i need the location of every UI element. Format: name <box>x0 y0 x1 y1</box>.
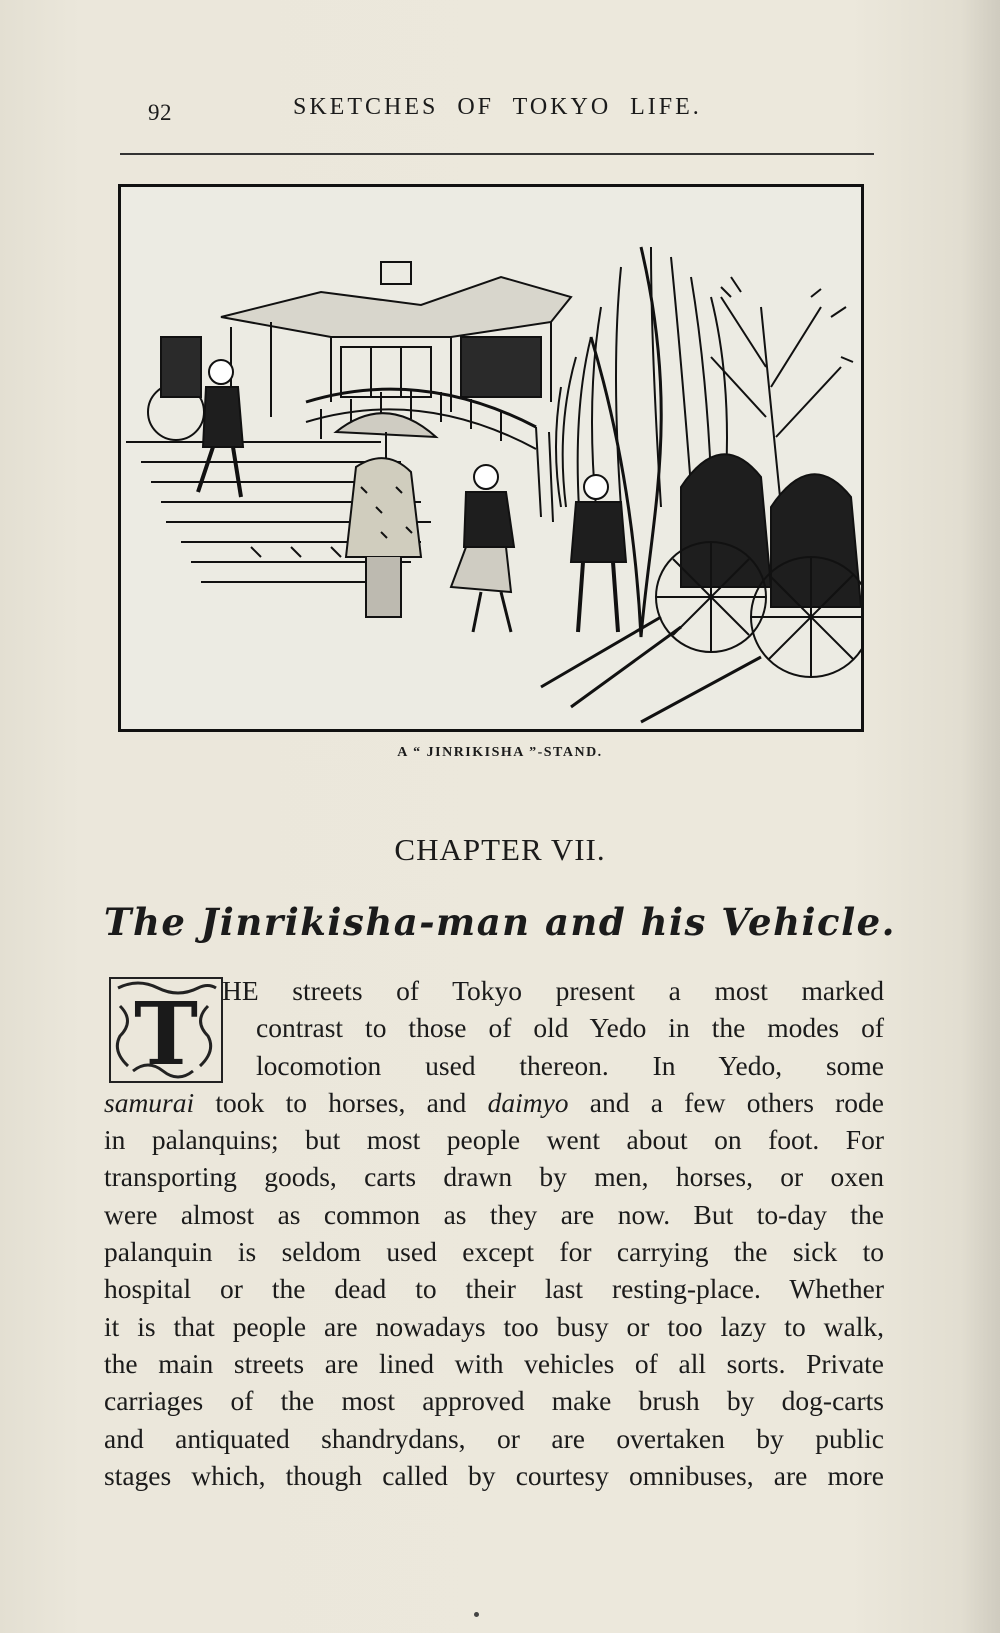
engraving-drawing <box>121 187 861 729</box>
page-mark-dot <box>474 1612 479 1617</box>
text-line: carriages of the most approved make brush by dog-carts <box>104 1385 884 1417</box>
running-title: SKETCHES OF TOKYO LIFE. <box>293 94 702 120</box>
illustration-caption: A “ JINRIKISHA ”-STAND. <box>397 745 603 760</box>
jinrikisha-stand-illustration <box>118 184 864 732</box>
text-line: palanquin is seldom used except for carrying the sick to <box>104 1236 884 1268</box>
page-number: 92 <box>148 100 172 125</box>
text-line: HE streets of Tokyo present a most marked <box>222 975 884 1006</box>
text-line: hospital or the dead to their last resting-place. Whether <box>104 1273 884 1305</box>
text-line: in palanquins; but most people went about on foot. For <box>104 1124 884 1156</box>
text-line: it is that people are nowadays too busy or too lazy to walk, <box>104 1310 884 1342</box>
italic-word: daimyo <box>487 1086 569 1118</box>
text-line: and antiquated shandrydans, or are overtaken by public <box>104 1422 884 1454</box>
running-head <box>148 92 878 132</box>
header-rule <box>120 153 874 155</box>
text-line: locomotion used thereon. In Yedo, some <box>256 1049 884 1081</box>
chapter-number: CHAPTER VII. <box>394 832 606 867</box>
text-line: samurai took to horses, and daimyo and a few others rode <box>104 1086 885 1118</box>
drop-cap-letter: T <box>134 984 198 1084</box>
text-line: contrast to those of old Yedo in the modes of <box>256 1012 884 1044</box>
italic-word: samurai <box>104 1086 195 1118</box>
text-line: the main streets are lined with vehicles of all sorts. Private <box>104 1347 884 1379</box>
text-line: stages which, though called by courtesy omnibuses, are more <box>104 1459 884 1491</box>
chapter-title: The Jinrikisha-man and his Vehicle. <box>103 900 897 944</box>
body-text <box>104 972 884 1494</box>
text-line: transporting goods, carts drawn by men, horses, or oxen <box>104 1161 884 1193</box>
text-line: were almost as common as they are now. But to-day the <box>104 1198 884 1230</box>
